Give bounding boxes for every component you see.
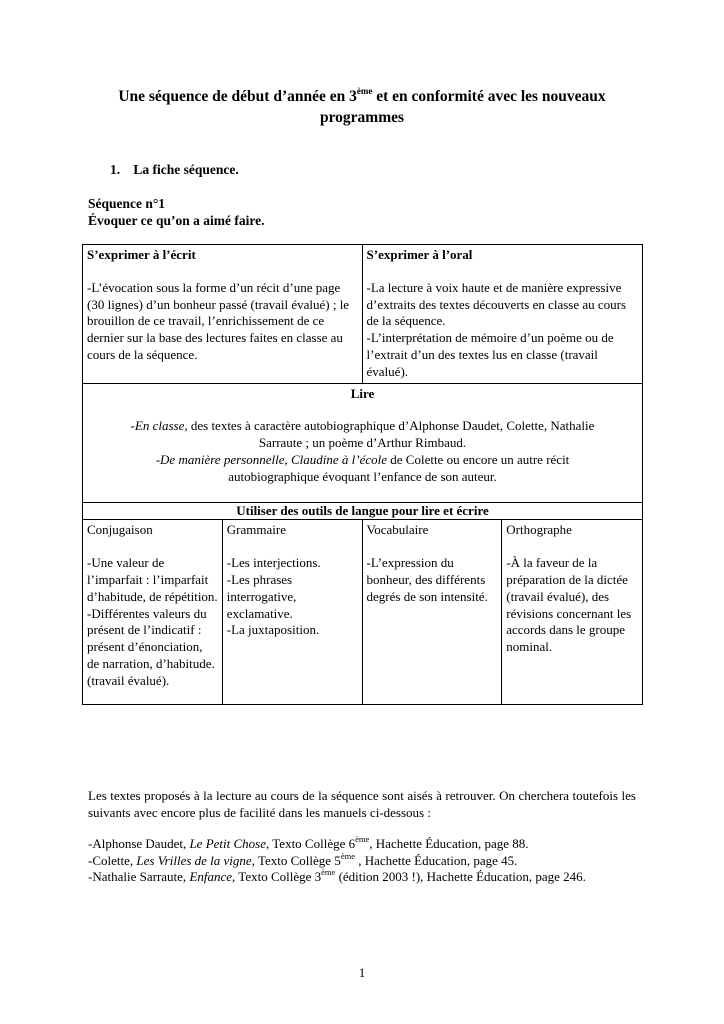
grammaire-text-3: -La juxtaposition. (226, 622, 320, 638)
ecrit-cell (83, 245, 363, 384)
orthographe-cell (502, 520, 643, 704)
sequence-subtitle: Évoquer ce qu’on a aimé faire. (88, 213, 265, 228)
reference-item-sarraute: -Nathalie Sarraute, Enfance, Texto Collège 3ème (édition 2003 !), Hachette Éducation, page 246. (88, 867, 586, 885)
reference-item-colette: -Colette, Les Vrilles de la vigne, Texto Collège 5ème , Hachette Éducation, page 45. (88, 850, 518, 868)
oral-text-2: -L’interprétation de mémoire d’un poème ou de l’extrait d’un des textes lus en classe (travail évalué). (366, 330, 614, 379)
orthographe-text: -À la faveur de la préparation de la dictée (travail évalué), des révisions concernant les accords dans le groupe nominal. (506, 555, 632, 655)
reference-item-daudet: -Alphonse Daudet, Le Petit Chose, Texto Collège 6ème, Hachette Éducation, page 88. (88, 834, 529, 851)
expression-row (83, 245, 643, 384)
oral-text-1: -La lecture à voix haute et de manière expressive d’extraits des textes découverts en classe au cours de la séquence. (366, 279, 627, 329)
reference-list (88, 836, 636, 886)
lire-line-2: -De manière personnelle, Claudine à l’école de Colette ou encore un autre récit autobiographique évoquant l’enfance de son auteur. (155, 451, 570, 484)
lire-en-classe: En classe (134, 418, 185, 434)
outils-header: Utiliser des outils de langue pour lire et écrire (83, 502, 643, 520)
sequence-header (88, 195, 265, 229)
lire-maniere-personnelle: De manière personnelle (160, 451, 285, 467)
title-text-end: et en conformité avec les nouveaux programmes (319, 88, 606, 126)
intro-paragraph: Les textes proposés à la lecture au cours de la séquence sont aisés à retrouver. On cherchera toutefois les suivants avec encore plus de facilité dans les manuels ci-dessous : (88, 788, 636, 820)
reference-work-title: Le Petit Chose (189, 836, 266, 851)
grammaire-cell (222, 520, 362, 704)
conjugaison-text-2: -Différentes valeurs du présent de l’indicatif : présent d’énonciation, de narration, d’habitude. (travail évalué). (87, 605, 215, 688)
section-number: 1. (110, 162, 121, 177)
outils-row (83, 520, 643, 704)
title-superscript: ème (356, 86, 373, 96)
section-label: La fiche séquence. (133, 162, 239, 177)
vocabulaire-cell (362, 520, 502, 704)
lire-claudine-title: Claudine à l’école (290, 451, 388, 467)
reference-work-title: Enfance (189, 869, 233, 885)
outils-header-row (83, 502, 643, 520)
oral-header: S’exprimer à l’oral (366, 247, 473, 262)
vocabulaire-text: -L’expression du bonheur, des différents degrés de son intensité. (366, 555, 488, 604)
conjugaison-header: Conjugaison (87, 522, 153, 538)
reference-work-title: Les Vrilles de la vigne (136, 852, 252, 868)
page-title (80, 86, 644, 128)
conjugaison-cell (83, 520, 223, 704)
lire-cell (83, 383, 643, 502)
lire-line-1: -En classe, des textes à caractère autobiographique d’Alphonse Daudet, Colette, Nathalie Sarraute ; un poème d’Arthur Rimbaud. (130, 418, 595, 451)
grammaire-text-1: -Les interjections. (226, 555, 321, 571)
sequence-table (82, 244, 643, 705)
sequence-number: Séquence n°1 (88, 196, 166, 211)
section-heading (110, 162, 239, 178)
ecrit-text: -L’évocation sous la forme d’un récit d’une page (30 lignes) d’un bonheur passé (travail évalué) ; le brouillon de ce travail, l’enrichissement de ce dernier sur la base des lectures faites en classe au cours de la séquence. (87, 279, 350, 362)
oral-cell (362, 245, 642, 384)
grammaire-text-2: -Les phrases interrogative, exclamative. (226, 571, 297, 621)
orthographe-header: Orthographe (506, 522, 572, 538)
vocabulaire-header: Vocabulaire (366, 522, 429, 538)
grammaire-header: Grammaire (226, 522, 286, 538)
title-text-start: Une séquence de début d’année en 3 (118, 88, 357, 105)
lire-row (83, 383, 643, 502)
conjugaison-text-1: -Une valeur de l’imparfait : l’imparfait d’habitude, de répétition. (87, 555, 218, 604)
page-number: 1 (358, 965, 366, 980)
ecrit-header: S’exprimer à l’écrit (87, 247, 196, 262)
lire-header: Lire (350, 385, 375, 401)
